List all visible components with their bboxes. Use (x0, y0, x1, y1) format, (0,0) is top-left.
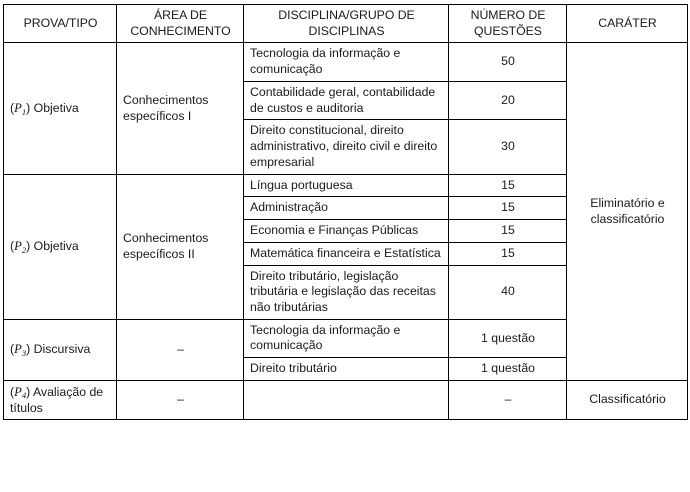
cell-area-conhecimento: – (117, 319, 244, 380)
header-text-area-line2: CONHECIMENTO (130, 23, 231, 38)
cell-numero-questoes: 15 (449, 174, 567, 197)
cell-disciplina: Língua portuguesa (244, 174, 449, 197)
cell-area-conhecimento: Conhecimentos específicos I (117, 43, 244, 174)
cell-disciplina: Tecnologia da informação e comunicação (244, 43, 449, 81)
cell-numero-questoes: 1 questão (449, 319, 567, 357)
header-text-disciplina-line2: DISCIPLINAS (308, 23, 385, 38)
cell-disciplina: Administração (244, 197, 449, 220)
cell-prova-tipo (4, 380, 117, 419)
cell-disciplina-empty (244, 380, 449, 419)
cell-prova-tipo (4, 174, 117, 319)
table-header (4, 5, 688, 43)
header-text-numero-line2: QUESTÕES (474, 23, 542, 38)
prova-tipo-label: Avaliação de títulos (10, 384, 104, 415)
prova-tipo-label: Discursiva (33, 342, 91, 357)
cell-numero-questoes: 1 questão (449, 358, 567, 381)
cell-disciplina: Contabilidade geral, contabilidade de custos e auditoria (244, 81, 449, 119)
table-body (4, 43, 688, 420)
cell-prova-tipo (4, 43, 117, 174)
cell-disciplina: Direito tributário (244, 358, 449, 381)
cell-area-conhecimento: – (117, 380, 244, 419)
cell-numero-questoes: 40 (449, 265, 567, 319)
table-row (4, 380, 688, 419)
column-header-numero-questoes (449, 5, 567, 43)
column-header-carater (567, 5, 688, 43)
prova-code: $(P_4)$ (10, 384, 33, 401)
prova-code: $(P_2)$ (10, 239, 34, 255)
prova-tipo-label: Objetiva (33, 101, 79, 116)
cell-area-conhecimento: Conhecimentos específicos II (117, 174, 244, 319)
header-text-area-line1: ÁREA DE (154, 8, 207, 22)
cell-numero-questoes: 15 (449, 220, 567, 243)
column-header-area-conhecimento (117, 5, 244, 43)
cell-carater: Eliminatório e classificatório (567, 43, 688, 380)
cell-numero-questoes: 15 (449, 197, 567, 220)
table-row (4, 43, 688, 81)
cell-numero-questoes: – (449, 380, 567, 419)
header-text-disciplina-line1: DISCIPLINA/GRUPO DE (278, 8, 415, 22)
cell-disciplina: Matemática financeira e Estatística (244, 242, 449, 265)
cell-prova-tipo (4, 319, 117, 380)
exam-structure-table (3, 4, 688, 420)
column-header-prova-tipo (4, 5, 117, 43)
prova-tipo-label: Objetiva (33, 239, 79, 254)
cell-disciplina: Tecnologia da informação e comunicação (244, 319, 449, 357)
header-text-prova-tipo: PROVA/TIPO (23, 15, 98, 30)
cell-numero-questoes: 15 (449, 242, 567, 265)
cell-carater: Classificatório (567, 380, 688, 419)
cell-numero-questoes: 20 (449, 81, 567, 119)
cell-disciplina: Economia e Finanças Públicas (244, 220, 449, 243)
cell-numero-questoes: 30 (449, 120, 567, 174)
cell-disciplina: Direito constitucional, direito administrativo, direito civil e direito empresarial (244, 120, 449, 174)
prova-code: $(P_1)$ (10, 101, 34, 117)
header-row (4, 5, 688, 43)
cell-numero-questoes: 50 (449, 43, 567, 81)
prova-code: $(P_3)$ (10, 342, 34, 358)
header-text-numero-line1: NÚMERO DE (470, 8, 546, 22)
column-header-disciplina (244, 5, 449, 43)
header-text-carater: CARÁTER (598, 15, 657, 30)
cell-disciplina: Direito tributário, legislação tributária e legislação das receitas não tributárias (244, 265, 449, 319)
